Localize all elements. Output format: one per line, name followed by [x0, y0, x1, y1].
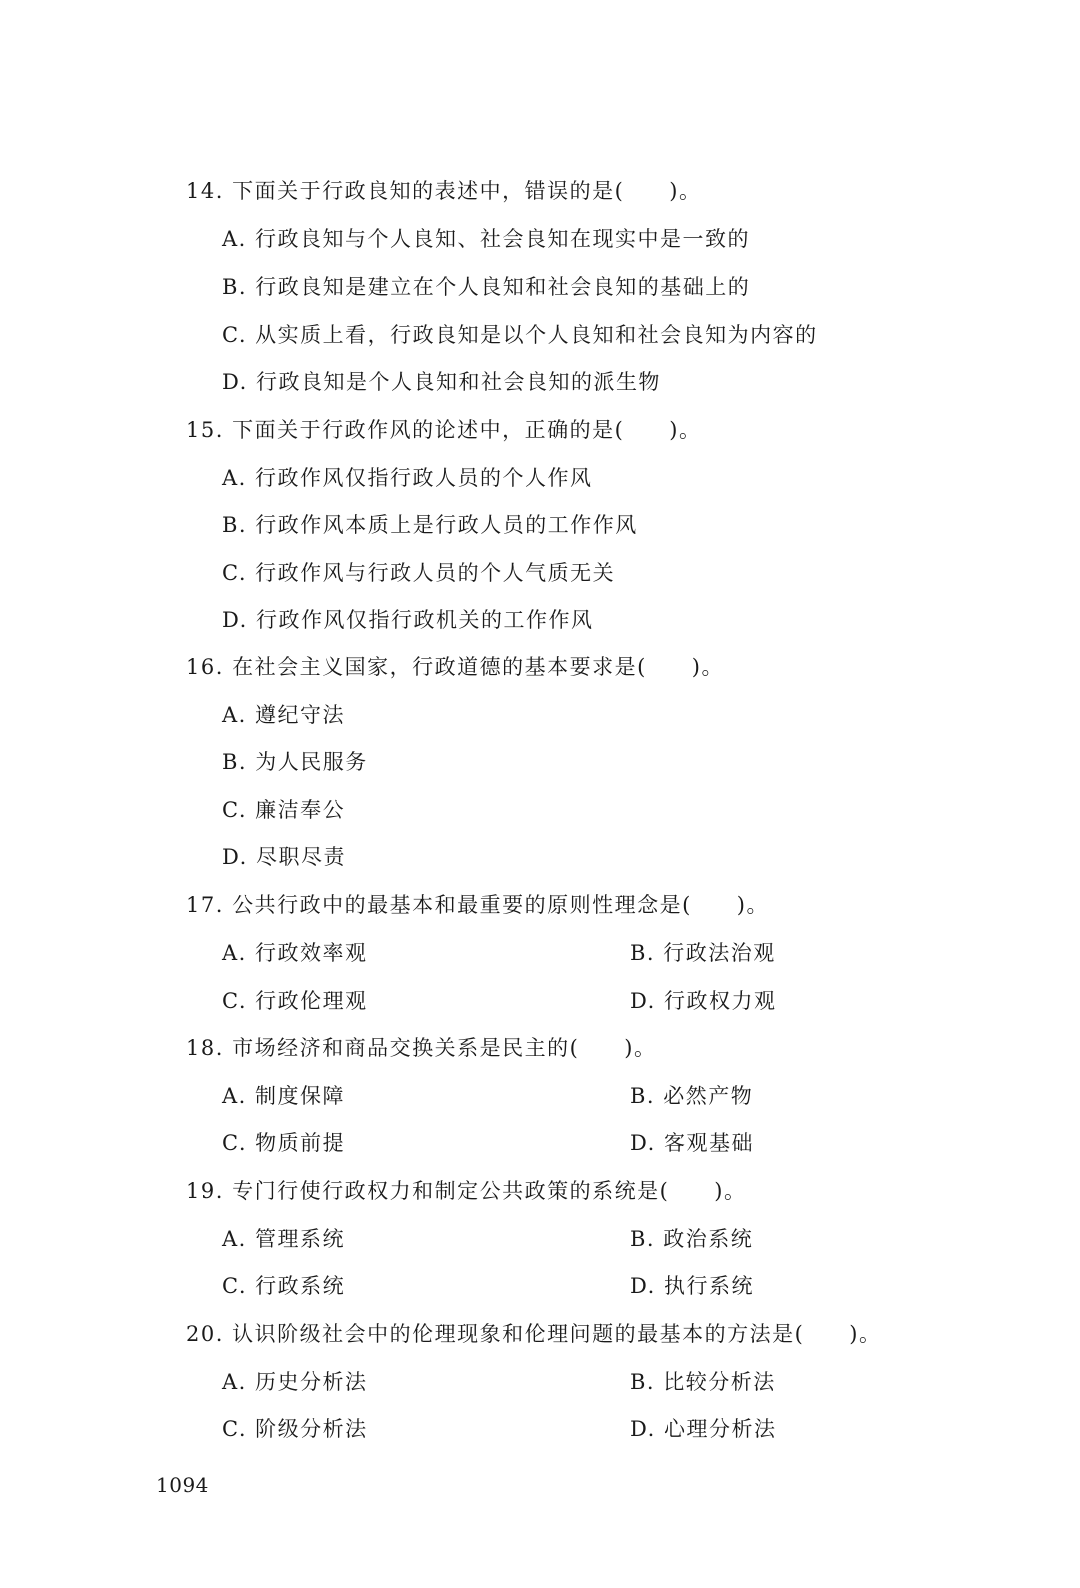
- question-18-option-d: D. 客观基础: [630, 1131, 754, 1155]
- question-20-option-b: B. 比较分析法: [630, 1370, 776, 1394]
- question-20-option-c: C. 阶级分析法: [222, 1417, 368, 1441]
- question-15-option-a: A. 行政作风仅指行政人员的个人作风: [222, 466, 593, 490]
- question-18-option-b: B. 必然产物: [630, 1084, 754, 1108]
- question-16-stem: 16. 在社会主义国家，行政道德的基本要求是( )。: [186, 655, 724, 679]
- question-20-stem: 20. 认识阶级社会中的伦理现象和伦理问题的最基本的方法是( )。: [186, 1322, 882, 1346]
- question-15-option-c: C. 行政作风与行政人员的个人气质无关: [222, 561, 616, 585]
- question-19-option-d: D. 执行系统: [630, 1274, 754, 1298]
- question-14-option-c: C. 从实质上看，行政良知是以个人良知和社会良知为内容的: [222, 323, 818, 347]
- question-15-option-b: B. 行政作风本质上是行政人员的工作作风: [222, 513, 638, 537]
- question-18-stem: 18. 市场经济和商品交换关系是民主的( )。: [186, 1036, 657, 1060]
- question-14-option-b: B. 行政良知是建立在个人良知和社会良知的基础上的: [222, 275, 751, 299]
- question-19-option-c: C. 行政系统: [222, 1274, 346, 1298]
- question-17-option-b: B. 行政法治观: [630, 941, 776, 965]
- question-19-option-b: B. 政治系统: [630, 1227, 754, 1251]
- question-17-option-d: D. 行政权力观: [630, 989, 777, 1013]
- question-19-stem: 19. 专门行使行政权力和制定公共政策的系统是( )。: [186, 1179, 747, 1203]
- question-19-option-a: A. 管理系统: [222, 1227, 346, 1251]
- question-14-option-a: A. 行政良知与个人良知、社会良知在现实中是一致的: [222, 227, 751, 251]
- question-16-option-b: B. 为人民服务: [222, 750, 368, 774]
- question-18-option-a: A. 制度保障: [222, 1084, 346, 1108]
- question-14-stem: 14. 下面关于行政良知的表述中，错误的是( )。: [186, 179, 702, 203]
- question-16-option-a: A. 遵纪守法: [222, 703, 346, 727]
- question-14-option-d: D. 行政良知是个人良知和社会良知的派生物: [222, 370, 661, 394]
- question-17-option-c: C. 行政伦理观: [222, 989, 368, 1013]
- question-15-option-d: D. 行政作风仅指行政机关的工作作风: [222, 608, 594, 632]
- question-16-option-d: D. 尽职尽责: [222, 845, 346, 869]
- question-15-stem: 15. 下面关于行政作风的论述中，正确的是( )。: [186, 418, 702, 442]
- page-number: 1094: [156, 1473, 209, 1497]
- question-18-option-c: C. 物质前提: [222, 1131, 346, 1155]
- question-20-option-a: A. 历史分析法: [222, 1370, 368, 1394]
- question-17-stem: 17. 公共行政中的最基本和最重要的原则性理念是( )。: [186, 893, 769, 917]
- question-17-option-a: A. 行政效率观: [222, 941, 368, 965]
- question-20-option-d: D. 心理分析法: [630, 1417, 777, 1441]
- question-16-option-c: C. 廉洁奉公: [222, 798, 346, 822]
